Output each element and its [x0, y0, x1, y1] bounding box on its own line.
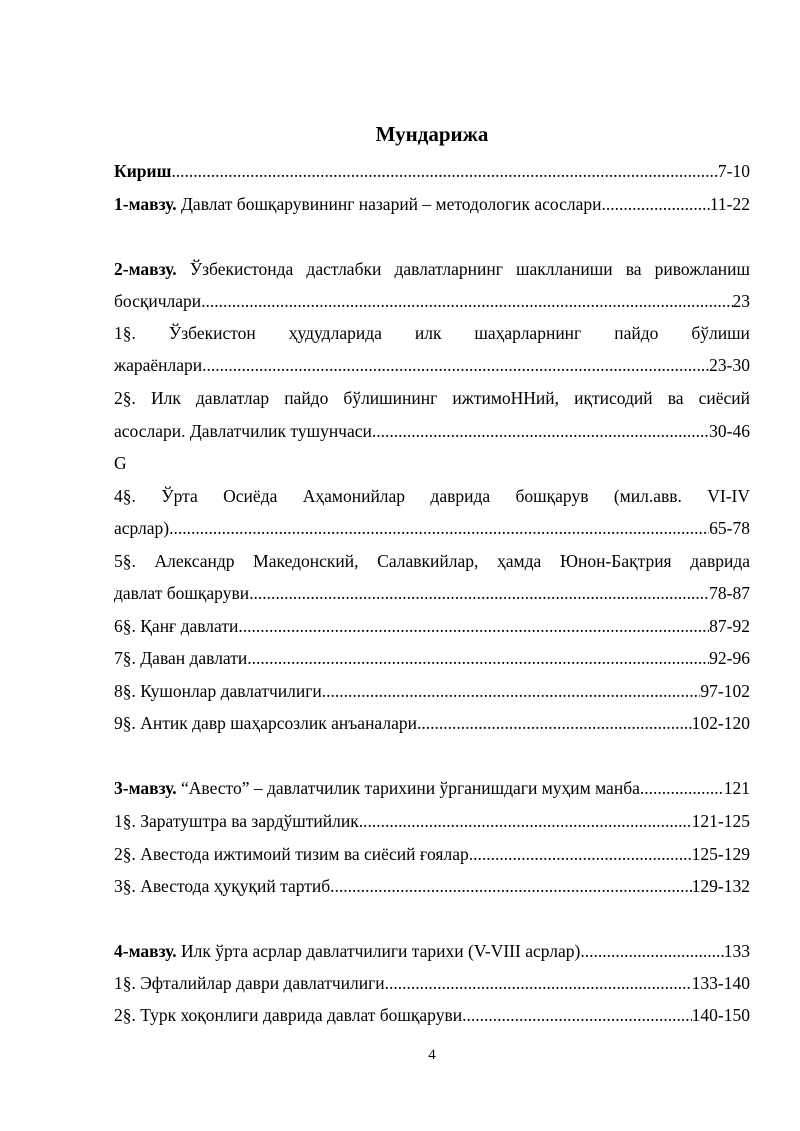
- dot-leader: [201, 290, 732, 312]
- entry-label: асрлар): [114, 518, 170, 538]
- entry-label: 1§. Эфталийлар даври давлатчилиги: [114, 973, 385, 993]
- dot-leader: [372, 420, 709, 442]
- word: пайдо: [614, 323, 659, 343]
- page-ref: 121-125: [691, 811, 750, 831]
- page-ref: 125-129: [691, 844, 750, 864]
- toc-entry-topic-2-line1: [114, 258, 750, 280]
- entry-label: Илк ўрта асрлар давлатчилиги тарихи (V-VIII асрлар): [176, 941, 581, 961]
- page-ref: 140-150: [691, 1005, 750, 1025]
- page-ref: 129-132: [691, 876, 750, 896]
- entry-label: 9§. Антик давр шаҳарсозлик анъаналари: [114, 713, 417, 733]
- page-ref: 87-92: [709, 616, 750, 636]
- toc-entry-section-4-line1: 4§. Ўрта Осиёда Аҳамонийлар даврида бошқарув (мил.авв. VI-IV: [114, 486, 750, 506]
- entry-label: 1§. Заратуштра ва зардўштийлик: [114, 811, 359, 831]
- topic-number: 2-мавзу.: [114, 259, 177, 279]
- toc-entry-section-8: [114, 680, 750, 702]
- dot-leader: [385, 972, 692, 994]
- entry-label: 3§. Авестода ҳуқуқий тартиб: [114, 876, 331, 896]
- toc-entry-topic-2-line2: [114, 290, 750, 312]
- dot-leader: [359, 810, 692, 832]
- entry-label: 2§. Авестода ижтимоий тизим ва сиёсий ғоялар: [114, 844, 469, 864]
- page-ref: 133-140: [691, 973, 750, 993]
- entry-label: Кириш: [114, 161, 172, 181]
- toc-entry-section-7: [114, 647, 750, 669]
- toc-entry-topic-3-section-2: [114, 843, 750, 865]
- toc-entry-topic-4: [114, 940, 750, 962]
- dot-leader: [601, 193, 709, 215]
- entry-label: жараёнлари: [114, 355, 203, 375]
- word: ҳудудларида: [288, 323, 382, 343]
- toc-entry-section-4-line2: [114, 517, 750, 539]
- word: Ўзбекистон: [168, 323, 256, 343]
- dot-leader: [238, 615, 709, 637]
- page-ref: 30-46: [709, 421, 750, 441]
- toc-entry-intro: [114, 160, 750, 182]
- word: бўлиши: [691, 323, 750, 343]
- topic-number: 1-мавзу.: [114, 194, 177, 214]
- word: шаҳарларнинг: [474, 323, 582, 343]
- toc-entry-section-2-line2: [114, 420, 750, 442]
- page-ref: 121: [723, 778, 750, 798]
- dot-leader: [417, 712, 692, 734]
- page-number: 4: [428, 1047, 436, 1063]
- word: 1§.: [114, 323, 136, 343]
- page-ref: 65-78: [709, 518, 750, 538]
- toc-entry-section-6: [114, 615, 750, 637]
- entry-label: Ўзбекистонда дастлабки давлатларнинг шаклланиши ва ривожланиш: [176, 259, 750, 279]
- toc-entry-section-9: [114, 712, 750, 734]
- toc-entry-section-1-line1: [114, 322, 750, 344]
- page-ref: 78-87: [709, 583, 750, 603]
- entry-label: асослари. Давлатчилик тушунчаси: [114, 421, 372, 441]
- dot-leader: [469, 843, 692, 865]
- page-ref: 23: [732, 291, 750, 311]
- dot-leader: [640, 777, 724, 799]
- toc-entry-topic-3-section-3: [114, 875, 750, 897]
- page-ref: 7-10: [717, 161, 750, 181]
- dot-leader: [247, 647, 709, 669]
- dot-leader: [169, 517, 709, 539]
- dot-leader: [171, 160, 718, 182]
- toc-entry-section-5-line1: 5§. Александр Македонский, Салавкийлар, ҳамда Юнон-Бақтрия даврида: [114, 551, 750, 571]
- entry-label: босқичлари: [114, 291, 202, 311]
- entry-label: 7§. Даван давлати: [114, 648, 248, 668]
- page-ref: 23-30: [709, 355, 750, 375]
- toc-entry-topic-3: [114, 777, 750, 799]
- dot-leader: [249, 582, 709, 604]
- topic-number: 4-мавзу.: [114, 941, 177, 961]
- entry-label: 6§. Қанғ давлати: [114, 616, 239, 636]
- toc-entry-section-1-line2: [114, 354, 750, 376]
- toc-entry-section-2-line1: 2§. Илк давлатлар пайдо бўлишининг ижтимоННий, иқтисодий ва сиёсий: [114, 388, 750, 408]
- entry-label: давлат бошқаруви: [114, 583, 250, 603]
- dot-leader: [322, 680, 701, 702]
- dot-leader: [202, 354, 709, 376]
- page-ref: 92-96: [709, 648, 750, 668]
- stray-text: G: [114, 453, 127, 473]
- entry-label: 8§. Кушонлар давлатчилиги: [114, 681, 322, 701]
- page-ref: 133: [723, 941, 750, 961]
- dot-leader: [462, 1004, 692, 1026]
- entry-label: “Авесто” – давлатчилик тарихини ўрганишдаги муҳим манба: [176, 778, 640, 798]
- entry-label: Давлат бошқарувининг назарий – методологик асослари: [176, 194, 602, 214]
- dot-leader: [580, 940, 723, 962]
- toc-entry-topic-4-section-1: [114, 972, 750, 994]
- toc-entry-topic-3-section-1: [114, 810, 750, 832]
- page-title: Мундарижа: [375, 122, 489, 146]
- toc-entry-section-5-line2: [114, 582, 750, 604]
- toc-entry-topic-1: [114, 193, 750, 215]
- topic-number: 3-мавзу.: [114, 778, 177, 798]
- word: илк: [414, 323, 442, 343]
- page-ref: 97-102: [700, 681, 750, 701]
- toc-entry-topic-4-section-2: [114, 1004, 750, 1026]
- page-ref: 11-22: [709, 194, 750, 214]
- entry-label: 2§. Турк хоқонлиги даврида давлат бошқаруви: [114, 1005, 463, 1025]
- page-ref: 102-120: [691, 713, 750, 733]
- dot-leader: [330, 875, 692, 897]
